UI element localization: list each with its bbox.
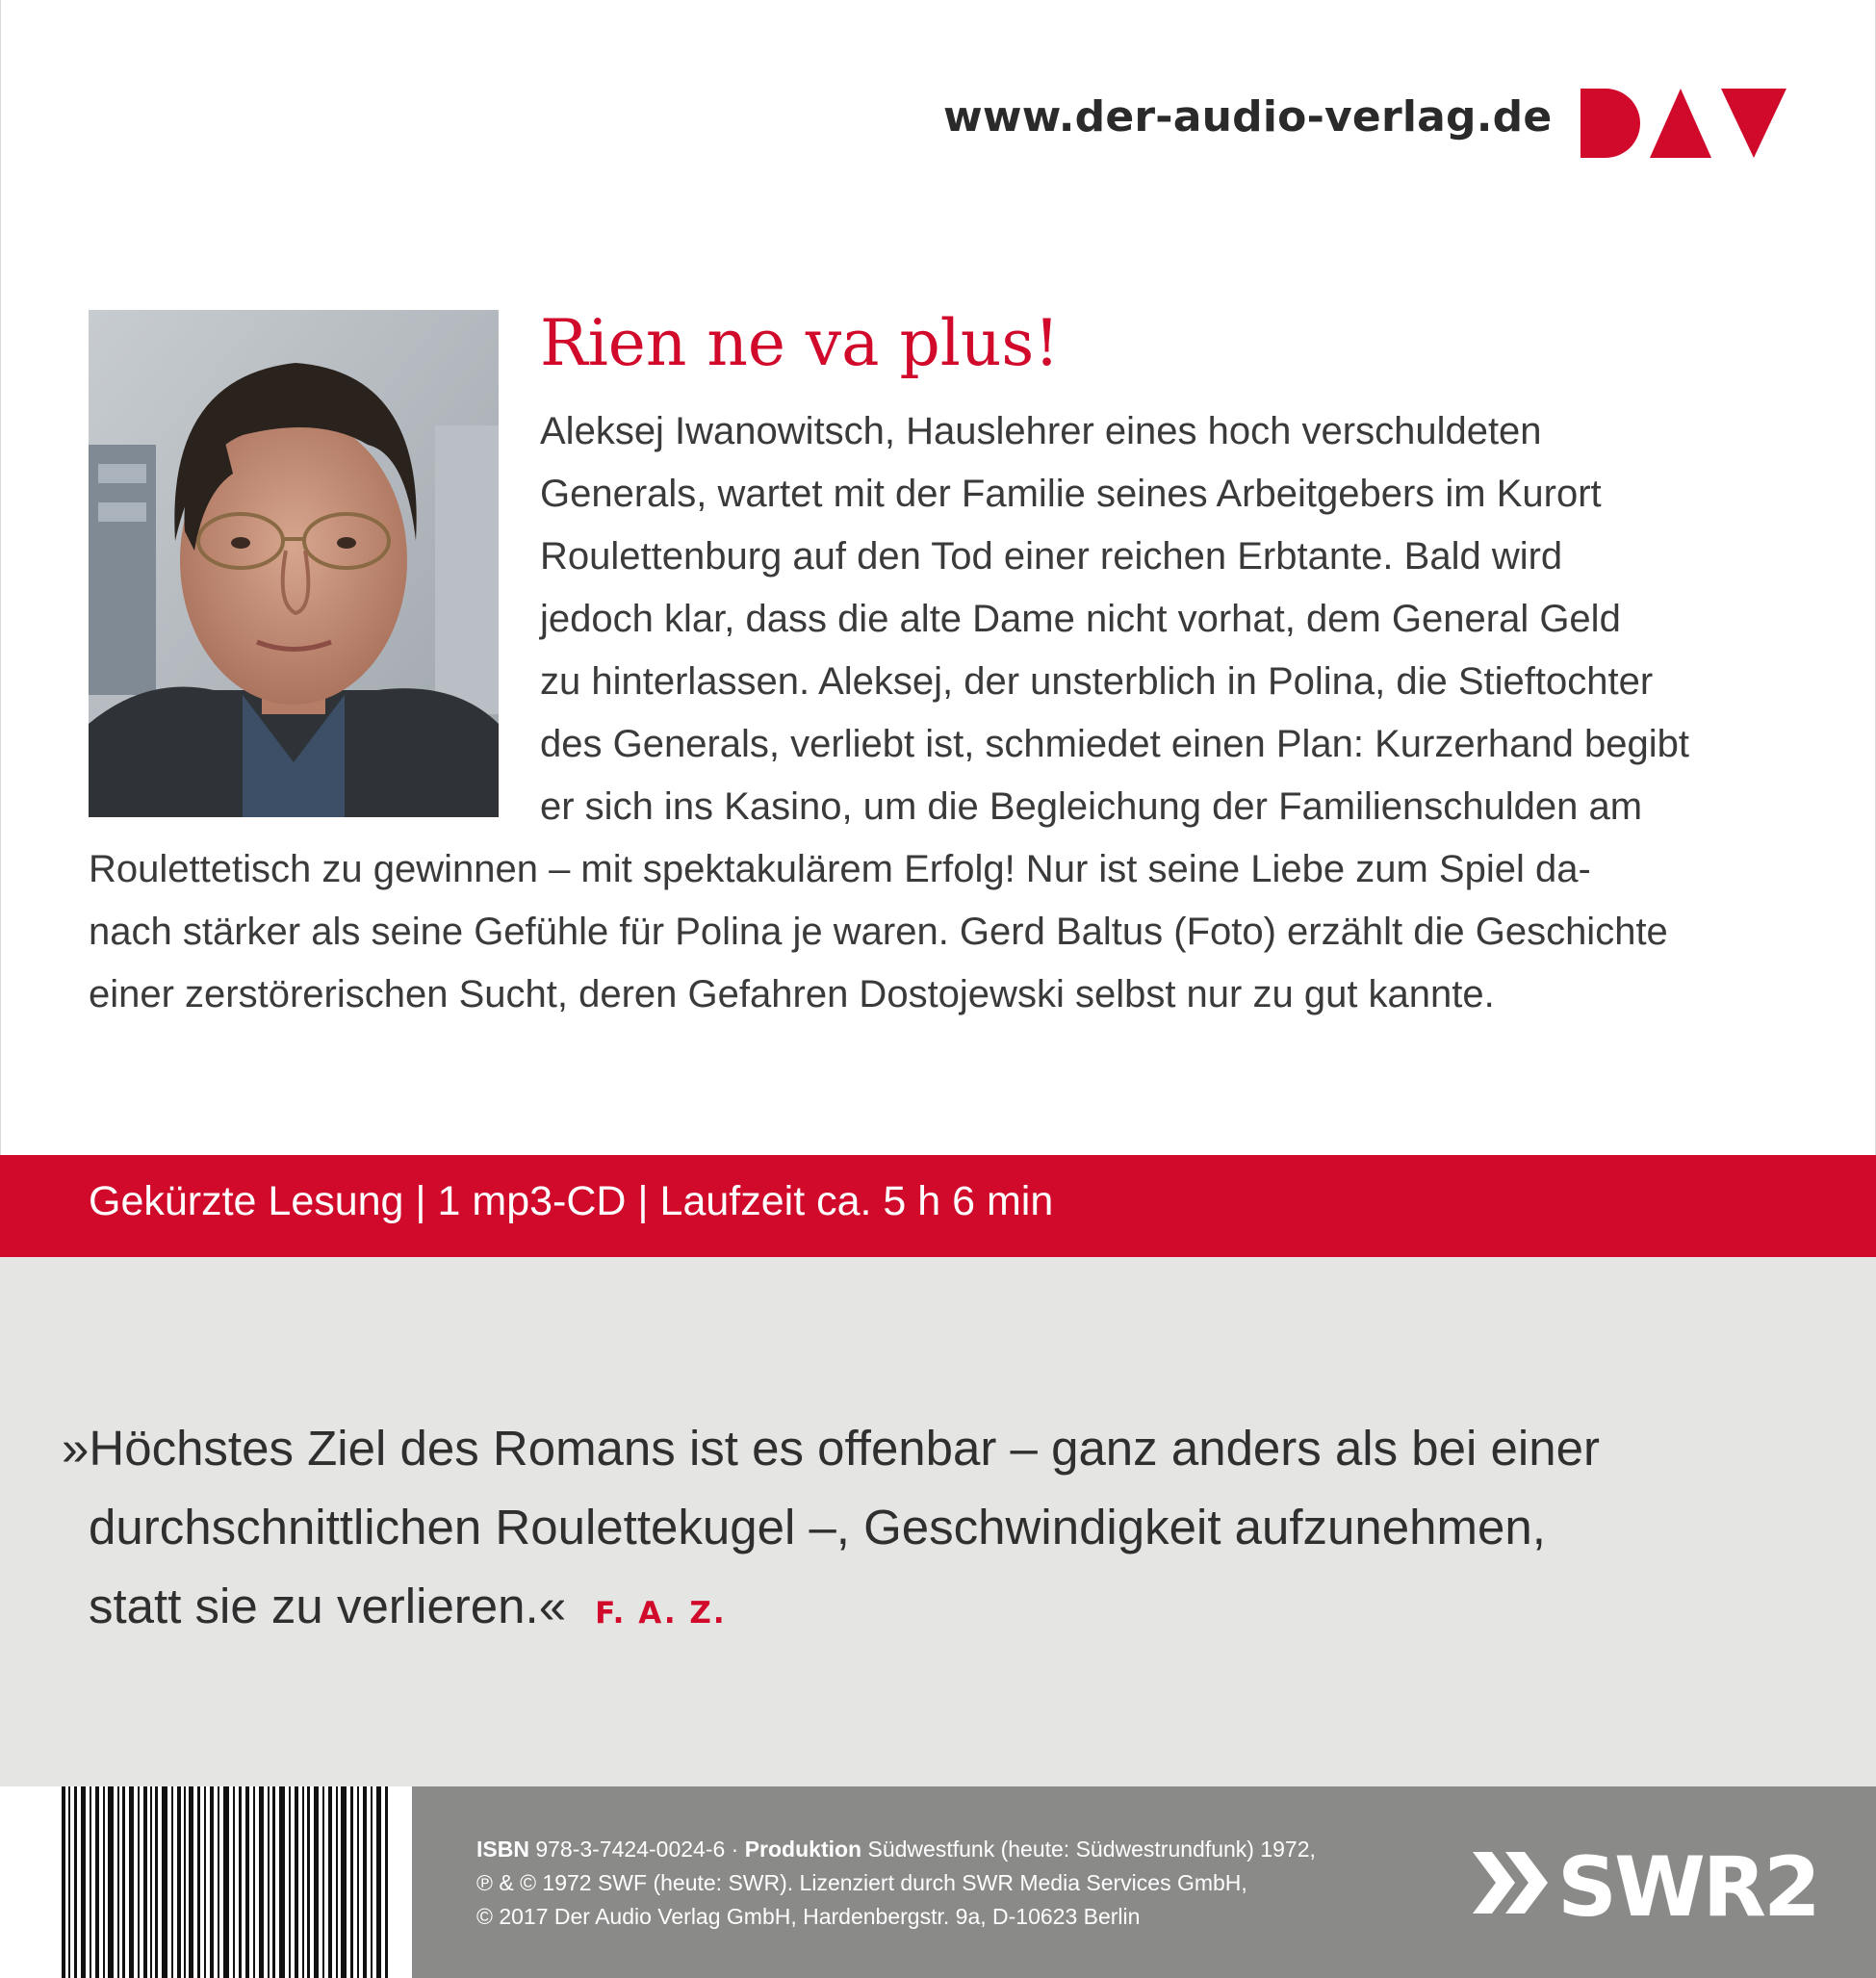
synopsis-line: Roulettenburg auf den Tod einer reichen Erbtante. Bald wird	[540, 535, 1563, 578]
review-quote	[62, 1409, 1600, 1653]
barcode	[58, 1786, 395, 1978]
production-label: Produktion	[744, 1837, 862, 1862]
quote-mark: »	[62, 1421, 90, 1476]
synopsis-line: Roulettetisch zu gewinnen – mit spektakulärem Erfolg! Nur ist seine Liebe zum Spiel da-	[89, 848, 1591, 890]
svg-text:SWR2: SWR2	[1557, 1839, 1818, 1936]
quote-line: durchschnittlichen Roulettekugel –, Geschwindigkeit aufzunehmen,	[89, 1500, 1546, 1554]
dav-logo	[1580, 89, 1786, 158]
synopsis-line: er sich ins Kasino, um die Begleichung der Familienschulden am	[540, 785, 1643, 828]
format-info: Gekürzte Lesung | 1 mp3-CD | Laufzeit ca. 5 h 6 min	[89, 1178, 1054, 1224]
synopsis-text	[89, 400, 1821, 1026]
swr2-logo	[1471, 1838, 1818, 1936]
review-source: F. A. Z.	[595, 1596, 727, 1631]
synopsis-line: einer zerstörerischen Sucht, deren Gefahren Dostojewski selbst nur zu gut kannte.	[89, 973, 1495, 1015]
synopsis-line: Aleksej Iwanowitsch, Hauslehrer eines hoch verschuldeten	[540, 410, 1542, 452]
imprint-line: ℗ & © 1972 SWF (heute: SWR). Lizenziert durch SWR Media Services GmbH,	[476, 1870, 1247, 1895]
quote-line: Höchstes Ziel des Romans ist es offenbar – ganz anders als bei einer	[89, 1421, 1600, 1476]
production-value: Südwestfunk (heute: Südwestrundfunk) 1972,	[861, 1837, 1316, 1862]
isbn-value: 978-3-7424-0024-6 ·	[528, 1837, 745, 1862]
imprint-line: © 2017 Der Audio Verlag GmbH, Hardenbergstr. 9a, D-10623 Berlin	[476, 1904, 1141, 1929]
synopsis-line: jedoch klar, dass die alte Dame nicht vorhat, dem General Geld	[540, 598, 1621, 640]
synopsis-line: des Generals, verliebt ist, schmiedet einen Plan: Kurzerhand begibt	[540, 723, 1690, 765]
quote-line: statt sie zu verlieren.«	[89, 1579, 567, 1633]
synopsis-line: zu hinterlassen. Aleksej, der unsterblich in Polina, die Stieftochter	[540, 660, 1654, 703]
synopsis-line: Generals, wartet mit der Familie seines Arbeitgebers im Kurort	[540, 473, 1602, 515]
imprint-text	[476, 1833, 1316, 1934]
synopsis-line: nach stärker als seine Gefühle für Polina je waren. Gerd Baltus (Foto) erzählt die Geschichte	[89, 911, 1668, 953]
synopsis-headline: Rien ne va plus!	[540, 306, 1060, 380]
isbn-label: ISBN	[476, 1837, 529, 1862]
publisher-url[interactable]: www.der-audio-verlag.de	[943, 92, 1553, 141]
